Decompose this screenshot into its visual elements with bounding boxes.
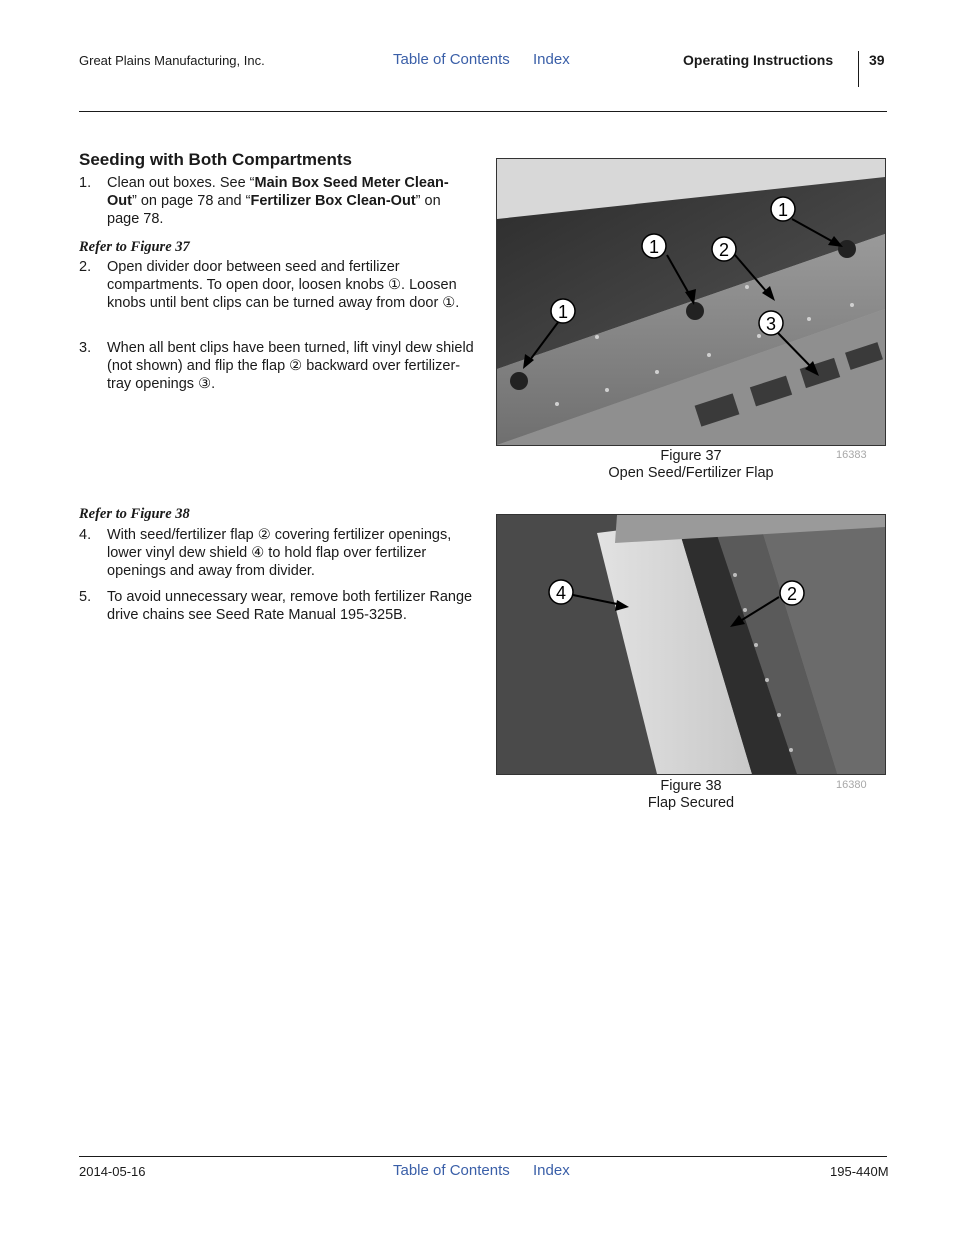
figure-label: Figure 38: [660, 778, 722, 794]
company-name: Great Plains Manufacturing, Inc.: [79, 53, 265, 68]
step-number: 2.: [79, 259, 92, 275]
callout-number: 2: [786, 584, 798, 604]
step-text-part: ” on page 78.: [107, 193, 441, 227]
header-divider: [858, 51, 859, 87]
step-number: 4.: [79, 527, 92, 543]
footer-index-link[interactable]: Index: [533, 1162, 570, 1179]
callout-3-icon: [759, 311, 783, 335]
footer-rule: [79, 1156, 887, 1157]
cross-reference-bold: Fertilizer Box Clean-Out: [250, 193, 416, 209]
figure-38-photo: [496, 514, 886, 775]
document-number: 195-440M: [830, 1164, 889, 1179]
table-of-contents-link[interactable]: Table of Contents: [393, 51, 510, 68]
step-number: 3.: [79, 340, 92, 356]
callout-number: 3: [765, 314, 777, 334]
page-title: Seeding with Both Compartments: [79, 150, 352, 169]
footer-table-of-contents-link[interactable]: Table of Contents: [393, 1162, 510, 1179]
callout-number: 1: [557, 302, 569, 322]
callout-1-icon: [771, 197, 795, 221]
callout-4-icon: [549, 580, 573, 604]
figure-title: Flap Secured: [647, 795, 735, 811]
page-number: 39: [869, 52, 885, 68]
figure-38-image-number: 16380: [836, 779, 867, 791]
step-text: When all bent clips have been turned, lift vinyl dew shield (not shown) and flip the flap ② backward over fertilizer-tray openings ③.: [107, 340, 474, 392]
refer-to-figure-37: Refer to Figure 37: [79, 239, 190, 255]
figure-37-photo: [496, 158, 886, 446]
callout-number: 1: [777, 200, 789, 220]
cross-reference-bold: Main Box Seed Meter Clean-Out: [107, 175, 449, 209]
step-text: [107, 174, 474, 228]
step-text-part: Clean out boxes. See “: [107, 175, 255, 191]
step-text: With seed/fertilizer flap ② covering fertilizer openings, lower vinyl dew shield ④ to hold flap over fertilizer openings and away from divider.: [107, 527, 452, 579]
step-text-part: ” on page 78 and “: [131, 193, 251, 209]
callout-2-icon: [712, 237, 736, 261]
callout-number: 1: [648, 237, 660, 257]
header-rule: [79, 111, 887, 112]
index-link[interactable]: Index: [533, 51, 570, 68]
figure-title: Open Seed/Fertilizer Flap: [608, 465, 774, 481]
footer-date: 2014-05-16: [79, 1164, 146, 1179]
figure-37-image-number: 16383: [836, 449, 867, 461]
figure-37-caption: [590, 448, 792, 482]
callout-number: 2: [718, 240, 730, 260]
step-number: 5.: [79, 589, 92, 605]
figure-38-caption: [590, 778, 792, 812]
figure-label: Figure 37: [660, 448, 722, 464]
callout-1-icon: [551, 299, 575, 323]
section-heading: Operating Instructions: [683, 52, 834, 68]
step-text: To avoid unnecessary wear, remove both fertilizer Range drive chains see Seed Rate Manual 195-325B.: [107, 589, 473, 623]
step-number: 1.: [79, 175, 92, 191]
callout-1-icon: [642, 234, 666, 258]
callout-2-icon: [780, 581, 804, 605]
step-text: Open divider door between seed and fertilizer compartments. To open door, loosen knobs ①. Loosen knobs until bent clips can be turned away from door ①.: [107, 259, 460, 311]
callout-number: 4: [555, 583, 567, 603]
refer-to-figure-38: Refer to Figure 38: [79, 506, 190, 522]
